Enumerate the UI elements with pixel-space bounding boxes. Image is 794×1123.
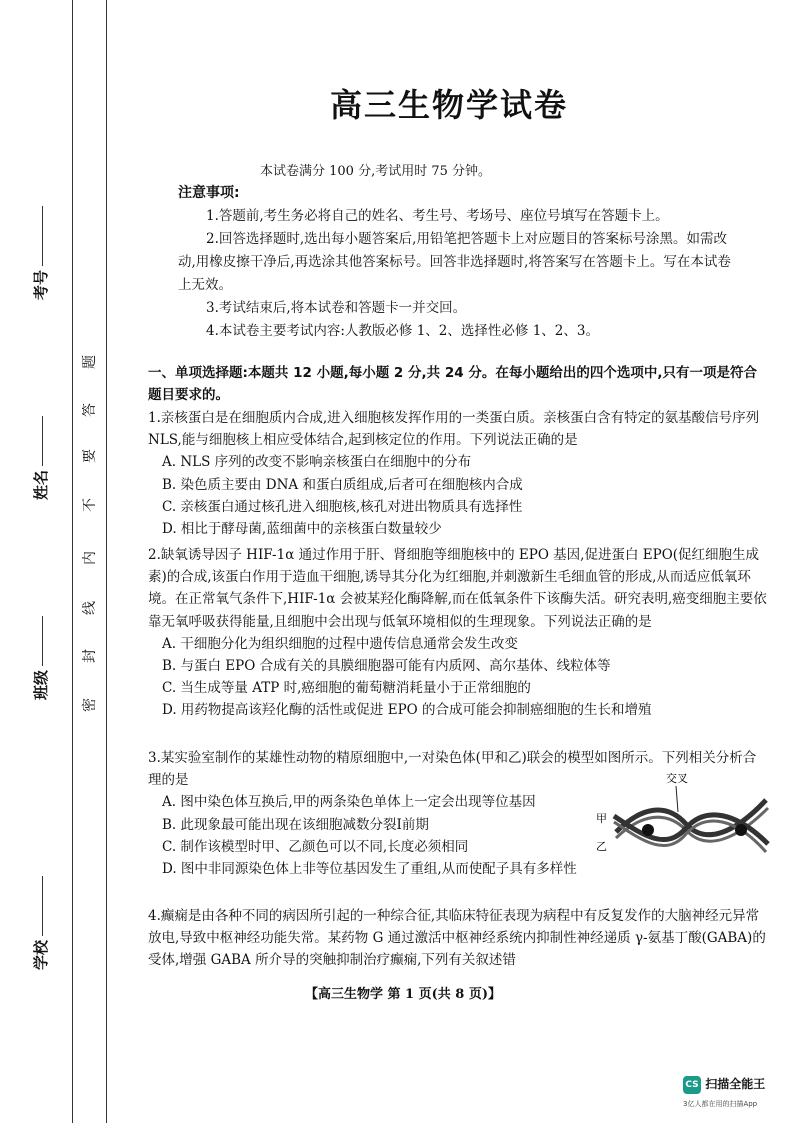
seal-char: 答 xyxy=(82,403,98,417)
exam-info: 本试卷满分 100 分,考试用时 75 分钟。 xyxy=(260,164,492,179)
question-4 xyxy=(148,905,768,972)
notice-item: 4.本试卷主要考试内容:人教版必修 1、2、选择性必修 1、2、3。 xyxy=(206,323,599,339)
option: C. 亲核蛋白通过核孔进入细胞核,核孔对进出物质具有选择性 xyxy=(162,498,523,515)
seal-char: 题 xyxy=(82,355,98,369)
seal-char: 不 xyxy=(82,498,98,512)
centromere xyxy=(642,824,654,836)
name-field[interactable]: 姓名 xyxy=(30,416,51,500)
notice-item: 1.答题前,考生务必将自己的姓名、考生号、考场号、座位号填写在答题卡上。 xyxy=(206,208,669,224)
seal-char: 线 xyxy=(82,601,98,615)
binding-margin xyxy=(0,0,110,1123)
seal-char: 内 xyxy=(82,551,98,565)
cross-label: 交叉 xyxy=(666,772,688,785)
question-stem: 3.某实验室制作的某雄性动物的精原细胞中,一对染色体(甲和乙)联会的模型如图所示。下列相关分析合理的是 xyxy=(148,750,757,789)
page-footer: 【高三生物学 第 1 页(共 8 页)】 xyxy=(305,987,502,1002)
scanner-sub: 3亿人都在用的扫描App xyxy=(683,1100,758,1108)
option: B. 染色质主要由 DNA 和蛋白质组成,后者可在细胞核内合成 xyxy=(162,476,523,493)
binding-line xyxy=(72,0,73,1123)
seal-char: 要 xyxy=(82,449,98,463)
notice-item: 2.回答选择题时,选出每小题答案后,用铅笔把答题卡上对应题目的答案标号涂黑。如需改动,用橡皮擦干净后,再选涂其他答案标号。回答非选择题时,将答案写在答题卡上。写在本试卷上无效。 xyxy=(178,231,731,293)
yi-label: 乙 xyxy=(596,840,607,853)
question-stem: 2.缺氧诱导因子 HIF-1α 通过作用于肝、肾细胞等细胞核中的 EPO 基因,促进蛋白 EPO(促红细胞生成素)的合成,该蛋白作用于造血干细胞,诱导其分化为红细胞,并刺激新生毛细血管的形成,从而适应低氧环境。在正常氧气条件下,HIF-1α 会被某羟化酶降解,而在低氧条件下该酶失活。研究表明,癌变细胞主要依靠无氧呼吸获得能量,且细胞中会出现与低氧环境相似的生理现象。下列说法正确的是 xyxy=(148,547,767,630)
exam-number-field[interactable]: 考号 xyxy=(30,206,51,300)
notice-item: 3.考试结束后,将本试卷和答题卡一并交回。 xyxy=(206,300,467,316)
seal-char: 密 xyxy=(82,698,98,712)
option: A. 图中染色体互换后,甲的两条染色单体上一定会出现等位基因 xyxy=(162,794,536,811)
page-title: 高三生物学试卷 xyxy=(330,86,569,124)
option: B. 与蛋白 EPO 合成有关的具膜细胞器可能有内质网、高尔基体、线粒体等 xyxy=(162,658,611,675)
option: C. 制作该模型时甲、乙颜色可以不同,长度必须相同 xyxy=(162,838,469,855)
binding-line xyxy=(106,0,107,1123)
seal-char: 封 xyxy=(82,649,98,663)
option: D. 相比于酵母菌,蓝细菌中的亲核蛋白数量较少 xyxy=(162,521,442,538)
centromere xyxy=(735,824,747,836)
notice-list xyxy=(178,205,738,343)
question-2 xyxy=(148,544,768,722)
option: A. NLS 序列的改变不影响亲核蛋白在细胞中的分布 xyxy=(162,454,472,471)
class-field[interactable]: 班级 xyxy=(30,616,51,700)
jia-label: 甲 xyxy=(596,812,607,825)
section-heading: 一、单项选择题:本题共 12 小题,每小题 2 分,共 24 分。在每小题给出的四个选项中,只有一项是符合题目要求的。 xyxy=(148,365,757,403)
scanner-name: 扫描全能王 xyxy=(705,1077,766,1091)
question-stem: 4.癫痫是由各种不同的病因所引起的一种综合征,其临床特征表现为病程中有反复发作的大脑神经元异常放电,导致中枢神经功能失常。某药物 G 通过激活中枢神经系统内抑制性神经递质 γ-氨基丁酸(GABA)的受体,增强 GABA 所介导的突触抑制治疗癫痫,下列有关叙述错 xyxy=(148,908,766,969)
question-1 xyxy=(148,407,768,540)
option: D. 用药物提高该羟化酶的活性或促进 EPO 的合成可能会抑制癌细胞的生长和增殖 xyxy=(162,702,652,719)
chromosome-synapsis-figure xyxy=(596,772,776,882)
option: B. 此现象最可能出现在该细胞减数分裂Ⅰ前期 xyxy=(162,816,429,833)
camscanner-icon: CS xyxy=(683,1076,701,1094)
notice-title: 注意事项: xyxy=(178,185,240,201)
school-field[interactable]: 学校 xyxy=(30,876,51,970)
scanner-watermark xyxy=(683,1075,766,1108)
option: C. 当生成等量 ATP 时,癌细胞的葡萄糖消耗量小于正常细胞的 xyxy=(162,680,531,697)
question-stem: 1.亲核蛋白是在细胞质内合成,进入细胞核发挥作用的一类蛋白质。亲核蛋白含有特定的氨基酸信号序列 NLS,能与细胞核上相应受体结合,起到核定位的作用。下列说法正确的是 xyxy=(148,410,760,449)
option: D. 图中非同源染色体上非等位基因发生了重组,从而使配子具有多样性 xyxy=(162,861,577,878)
option: A. 干细胞分化为组织细胞的过程中遗传信息通常会发生改变 xyxy=(162,635,518,652)
